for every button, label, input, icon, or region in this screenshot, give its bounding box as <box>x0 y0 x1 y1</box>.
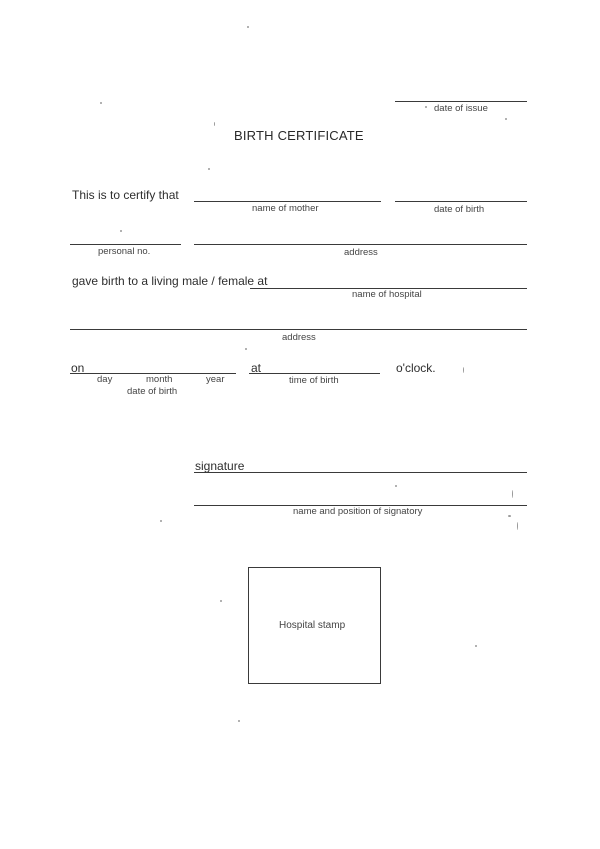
scan-speck <box>160 520 162 522</box>
year-label: year <box>206 374 225 385</box>
hospital-address-line[interactable] <box>70 329 527 330</box>
name-of-hospital-label: name of hospital <box>352 289 422 300</box>
mother-address-line[interactable] <box>194 244 527 245</box>
signature-text: signature <box>195 459 245 473</box>
scan-speck <box>475 645 477 647</box>
personal-no-line[interactable] <box>70 244 181 245</box>
scan-speck <box>505 118 507 120</box>
page-title: BIRTH CERTIFICATE <box>234 128 364 143</box>
scan-speck <box>120 230 122 232</box>
scan-speck <box>238 720 240 722</box>
oclock-text: o'clock. <box>396 361 436 375</box>
scan-speck <box>517 522 518 530</box>
signature-line[interactable] <box>194 472 527 473</box>
hospital-address-label: address <box>282 332 316 343</box>
name-of-mother-line[interactable] <box>194 201 381 202</box>
date-of-issue-line[interactable] <box>395 101 527 102</box>
scan-speck <box>245 348 247 350</box>
scan-speck <box>512 490 513 498</box>
time-of-birth-line[interactable] <box>249 373 380 374</box>
scan-speck <box>220 600 222 602</box>
child-date-of-birth-label: date of birth <box>127 386 178 397</box>
mother-date-of-birth-label: date of birth <box>434 204 485 215</box>
scan-speck <box>508 515 511 517</box>
scan-speck <box>208 168 210 170</box>
personal-no-label: personal no. <box>98 246 151 257</box>
mother-date-of-birth-line[interactable] <box>395 201 527 202</box>
signatory-name-label: name and position of signatory <box>293 506 423 517</box>
scan-speck <box>395 485 397 487</box>
month-label: month <box>146 374 173 385</box>
on-text: on <box>71 361 85 375</box>
scan-speck <box>100 102 102 104</box>
scan-speck <box>214 122 215 126</box>
hospital-stamp-label: Hospital stamp <box>279 620 346 631</box>
name-of-mother-label: name of mother <box>252 203 319 214</box>
scan-speck <box>425 106 427 108</box>
day-label: day <box>97 374 113 385</box>
scan-speck <box>247 26 249 28</box>
gave-birth-text: gave birth to a living male / female at <box>72 274 268 288</box>
certify-text: This is to certify that <box>72 188 179 202</box>
mother-address-label: address <box>344 247 378 258</box>
scan-speck <box>463 367 464 373</box>
time-of-birth-label: time of birth <box>289 375 339 386</box>
at-text: at <box>251 361 262 375</box>
date-of-issue-label: date of issue <box>434 103 488 114</box>
